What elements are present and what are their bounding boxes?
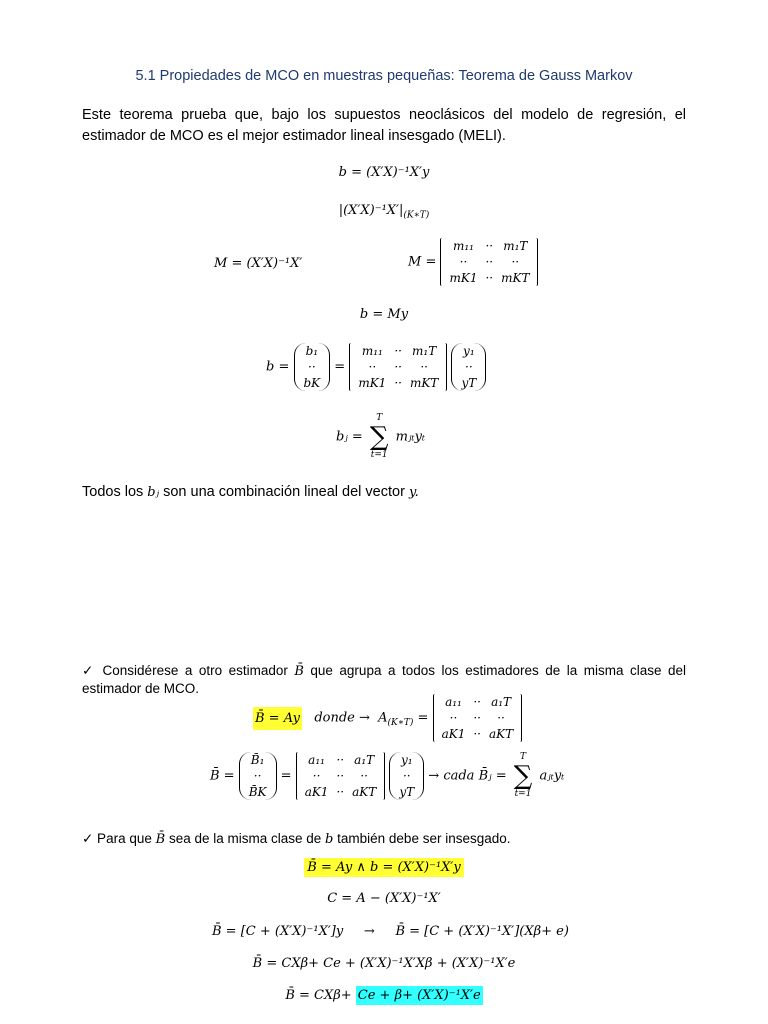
equation-b-ols: b = (X′X)⁻¹X′y [338,165,430,180]
matrix-cell: ·· [336,785,345,799]
matrix-cell: ·· [485,271,494,285]
matrix-cell: a₁T [354,753,375,767]
sigma-icon: ∑ [369,422,389,452]
matrix-cell: a₁₁ [308,753,325,767]
equation-bj-term: mⱼₜyₜ [395,429,426,445]
sentence-middle: son una combinación lineal del vector [163,484,405,500]
matrix-cell: aK1 [304,785,329,799]
matrix-cell: ·· [459,255,468,269]
vector-cell: y₁ [400,753,413,767]
equation-Bbar-Ay: B̄ = Ay donde → $A_{(K∗T)}$ = a₁₁ ·· a₁T ·· ·· ·· aK1 ·· aKT [253,694,522,742]
matrix-cell: ·· [485,255,494,269]
equation-Bbar-sub-left: B̄ = [C + (X′X)⁻¹X′]y [212,924,344,939]
matrix-cell: ·· [485,239,494,253]
vector-b [294,343,331,391]
equation-Bbar-simplified-plain: B̄ = CXβ+ [285,988,356,1003]
section-title: 5.1 Propiedades de MCO en muestras pequeñas: Teorema de Gauss Markov [135,68,633,84]
matrix-cell: ·· [473,695,481,709]
matrix-cell: m₁T [412,344,437,358]
equation-Bj-term: aⱼₜyₜ [539,768,565,784]
vector-cell: yT [461,376,477,390]
matrix-cell: ·· [420,360,428,374]
equation-b-My: b = My [359,307,409,322]
matrix-cell: mK1 [449,271,478,285]
vector-cell: ·· [402,769,411,783]
matrix-cell: m₁₁ [452,239,474,253]
sum-upper-limit: T [520,752,527,762]
vector-cell: b₁ [305,344,319,358]
matrix-m [440,238,538,286]
vector-y [451,343,486,391]
bullet1-suffix: que agrupa a todos los estimadores de la misma clase del estimador de MCO. [82,663,686,696]
equation-Bbar-lhs: B̄ = [210,768,235,784]
bullet1-Bbar: B̄ [294,664,304,679]
linear-combination-sentence [82,484,419,500]
bullet2-Bbar: B̄ [155,832,166,847]
cada-label: → cada [428,768,475,784]
matrix-cell: ·· [473,727,481,741]
equation-Bbar-and-b [0,860,768,875]
matrix-cell: a₁T [491,695,512,709]
vector-Bbar [239,752,277,800]
matrix-cell: m₁₁ [361,344,383,358]
vector-cell: y₁ [463,344,475,358]
summation-symbol [370,413,389,461]
matrix-cell: mKT [501,271,530,285]
matrix-cell: ·· [449,711,458,725]
matrix-cell: ·· [473,711,481,725]
matrix-cell: ·· [336,753,345,767]
vector-cell: yT [399,785,415,799]
equation-dimension [0,203,768,221]
matrix-a-expanded [296,752,386,800]
summation-symbol-2 [514,752,533,800]
equation-Bbar-sub-right: B̄ = [C + (X′X)⁻¹X′](Xβ+ e) [395,924,569,939]
equation-bj-lhs: bⱼ = [336,429,363,445]
matrix-cell: ·· [368,360,377,374]
equation-dimension-sub: (K∗T) [403,210,430,221]
sum-lower-limit: t=1 [514,789,532,799]
matrix-cell: a₁₁ [445,695,462,709]
matrix-cell: ·· [360,769,368,783]
highlight-Bbar-Ay: B̄ = Ay [253,707,302,730]
matrix-cell: aKT [352,785,377,799]
equation-M-matrix [408,238,538,286]
sum-upper-limit: T [376,413,383,423]
donde-label: donde → [314,710,370,726]
equation-Bbar-simplified [0,988,768,1003]
equation-C-definition: C = A − (X′X)⁻¹X′ [327,891,441,906]
sentence-prefix: Todos los [82,484,144,500]
matrix-cell: aK1 [441,727,466,741]
bullet2-prefix: ✓ Para que [82,831,152,846]
matrix-cell: m₁T [503,239,528,253]
equation-M-definition: M = (X′X)⁻¹X′ [214,256,303,271]
vector-cell: ·· [465,360,473,374]
bullet-unbiased [82,830,686,848]
matrix-A-sub: (K∗T) [387,718,414,729]
matrix-A-label: A [378,710,388,726]
vector-cell: ·· [253,769,262,783]
arrow-icon: → [363,924,375,939]
matrix-cell: ·· [394,360,402,374]
sentence-bj: bⱼ [147,485,160,500]
equation-Bbar-substitution [212,924,569,939]
matrix-cell: mK1 [358,376,387,390]
matrix-cell: aKT [489,727,514,741]
bullet2-middle: sea de la misma clase de [168,831,322,846]
equation-b-expanded: b = b₁ ·· bK = m₁₁ ·· m₁T ·· ·· ·· mK1 ·· mKT y₁ ·· yT [266,343,486,391]
equation-Bbar-expanded: B̄ = B̄₁ ·· B̄K = a₁₁ ·· a₁T ·· ·· ·· aK1 ·· aKT y₁ ·· yT → cada B̄ⱼ = T ∑ t=1 aⱼₜyₜ [210,752,565,799]
matrix-cell: ·· [511,255,520,269]
sum-lower-limit: t=1 [370,450,388,460]
vector-cell: B̄K [248,785,267,799]
equation-bj-sum [336,413,425,461]
vector-cell: ·· [308,360,316,374]
matrix-m-expanded [349,343,447,391]
vector-cell: B̄₁ [250,753,265,767]
matrix-cell: mKT [409,376,439,390]
highlight-cyan-terms: Ce + β+ (X′X)⁻¹X′e [357,988,481,1003]
vector-cell: bK [303,376,321,390]
equation-dimension-body: |(X′X)⁻¹X′| [338,203,404,218]
bullet2-b: b [325,832,334,847]
equation-b-lhs: b = [266,359,290,375]
equation-M-lhs: M = [408,254,437,270]
matrix-a [433,694,523,742]
bullet2-suffix: también debe ser insesgado. [337,831,511,846]
equation-Bbar-expanded-terms: B̄ = CXβ+ Ce + (X′X)⁻¹X′Xβ + (X′X)⁻¹X′e [252,956,516,971]
bullet-other-estimator [82,662,686,697]
matrix-cell: ·· [312,769,321,783]
highlight-Bbar-and-b: B̄ = Ay ∧ b = (X′X)⁻¹X′y [304,858,463,877]
intro-paragraph: Este teorema prueba que, bajo los supuestos neoclásicos del modelo de regresión, el estimador de MCO es el mejor estimador lineal insesgado (MELI). [82,107,686,144]
matrix-cell: ·· [394,376,402,390]
sentence-y: y. [408,485,419,500]
bullet1-prefix: ✓ Considérese a otro estimador [82,663,288,678]
sigma-icon: ∑ [513,761,533,791]
vector-y-2 [389,752,424,800]
matrix-cell: ·· [394,344,402,358]
matrix-cell: ·· [497,711,505,725]
equation-Bj-lhs: B̄ⱼ = [478,768,507,784]
matrix-cell: ·· [336,769,345,783]
